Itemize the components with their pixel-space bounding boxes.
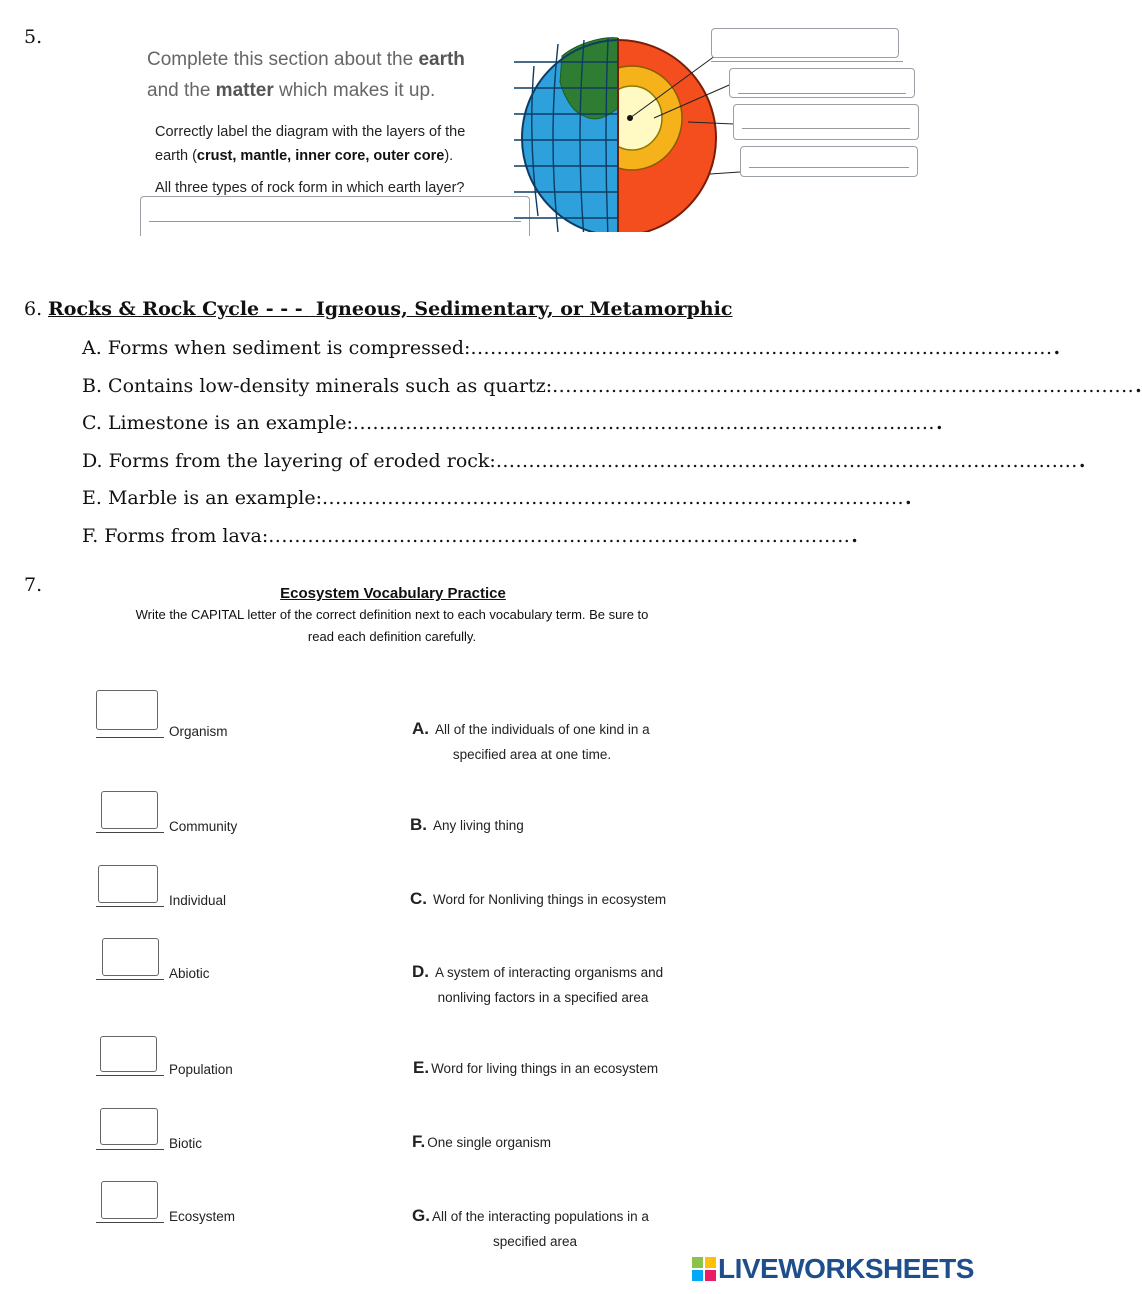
- term-community: Community: [96, 791, 237, 833]
- term-population-answer-box[interactable]: [100, 1036, 157, 1072]
- rock-question-list: [82, 336, 1142, 561]
- ecosystem-title: Ecosystem Vocabulary Practice: [280, 585, 506, 602]
- term-ecosystem-answer-box[interactable]: [101, 1181, 158, 1219]
- definition-b: B. Any living thing: [410, 815, 524, 834]
- ecosystem-title-wrap: [280, 583, 506, 602]
- ecosystem-instructions: Write the CAPITAL letter of the correct definition next to each vocabulary term. Be sure to read each definition carefully.: [135, 607, 649, 644]
- rock-layer-answer-input[interactable]: [140, 196, 530, 236]
- term-biotic: Biotic: [96, 1108, 202, 1150]
- rock-question-c: C. Limestone is an example: ......................................................................................... .: [82, 412, 943, 434]
- earth-rock-layer-question: All three types of rock form in which earth layer?: [155, 180, 465, 196]
- term-abiotic-answer-box[interactable]: [102, 938, 159, 976]
- definition-c: C. Word for Nonliving things in ecosystem: [410, 889, 667, 908]
- definition-e: E. Word for living things in an ecosystem: [413, 1058, 659, 1077]
- rock-question-d: D. Forms from the layering of eroded rock: ......................................................................................... .: [82, 449, 1086, 472]
- layer-label-input-2[interactable]: [729, 68, 915, 98]
- layer-label-underline-1: [711, 61, 903, 62]
- liveworksheets-logo-icon: [692, 1257, 716, 1281]
- question-6-number: 6.: [24, 298, 43, 320]
- term-biotic-answer-box[interactable]: [100, 1108, 158, 1145]
- definition-d: D. A system of interacting organisms and nonliving factors in a specified area: [412, 962, 664, 1005]
- definition-f: F. One single organism: [412, 1132, 552, 1151]
- layer-label-input-1[interactable]: [711, 28, 899, 58]
- liveworksheets-logo-text: LIVEWORKSHEETS: [718, 1253, 974, 1284]
- question-5-number: 5.: [24, 26, 43, 48]
- rock-question-b: B. Contains low-density minerals such as quartz: ......................................................................................... .: [82, 374, 1142, 397]
- term-individual: Individual: [96, 865, 226, 907]
- term-community-answer-box[interactable]: [101, 791, 158, 829]
- term-individual-answer-box[interactable]: [98, 865, 158, 903]
- definition-g: G. All of the interacting populations in a specified area: [412, 1206, 649, 1249]
- rock-cycle-heading: Rocks & Rock Cycle - - - Igneous, Sedimentary, or Metamorphic: [48, 298, 733, 320]
- rock-question-a: A. Forms when sediment is compressed: ......................................................................................... .: [82, 337, 1061, 359]
- term-abiotic: Abiotic: [96, 938, 210, 980]
- liveworksheets-logo: [692, 1253, 974, 1285]
- earth-section-title: Complete this section about the earth and the matter which makes it up.: [147, 49, 465, 101]
- layer-label-input-3[interactable]: [733, 104, 919, 140]
- earth-instruction-label: Correctly label the diagram with the layers of the earth (crust, mantle, inner core, outer core).: [155, 124, 466, 164]
- term-organism: Organism: [96, 690, 228, 738]
- rock-question-e: E. Marble is an example: ......................................................................................... .: [82, 487, 912, 509]
- term-ecosystem: Ecosystem: [96, 1181, 235, 1223]
- rock-question-f: F. Forms from lava: ......................................................................................... .: [82, 524, 858, 547]
- term-organism-answer-box[interactable]: [96, 690, 158, 730]
- definition-a: A. All of the individuals of one kind in a specified area at one time.: [412, 719, 650, 762]
- layer-label-input-4[interactable]: [740, 146, 918, 177]
- question-7-number: 7.: [24, 574, 43, 596]
- term-population: Population: [96, 1036, 233, 1076]
